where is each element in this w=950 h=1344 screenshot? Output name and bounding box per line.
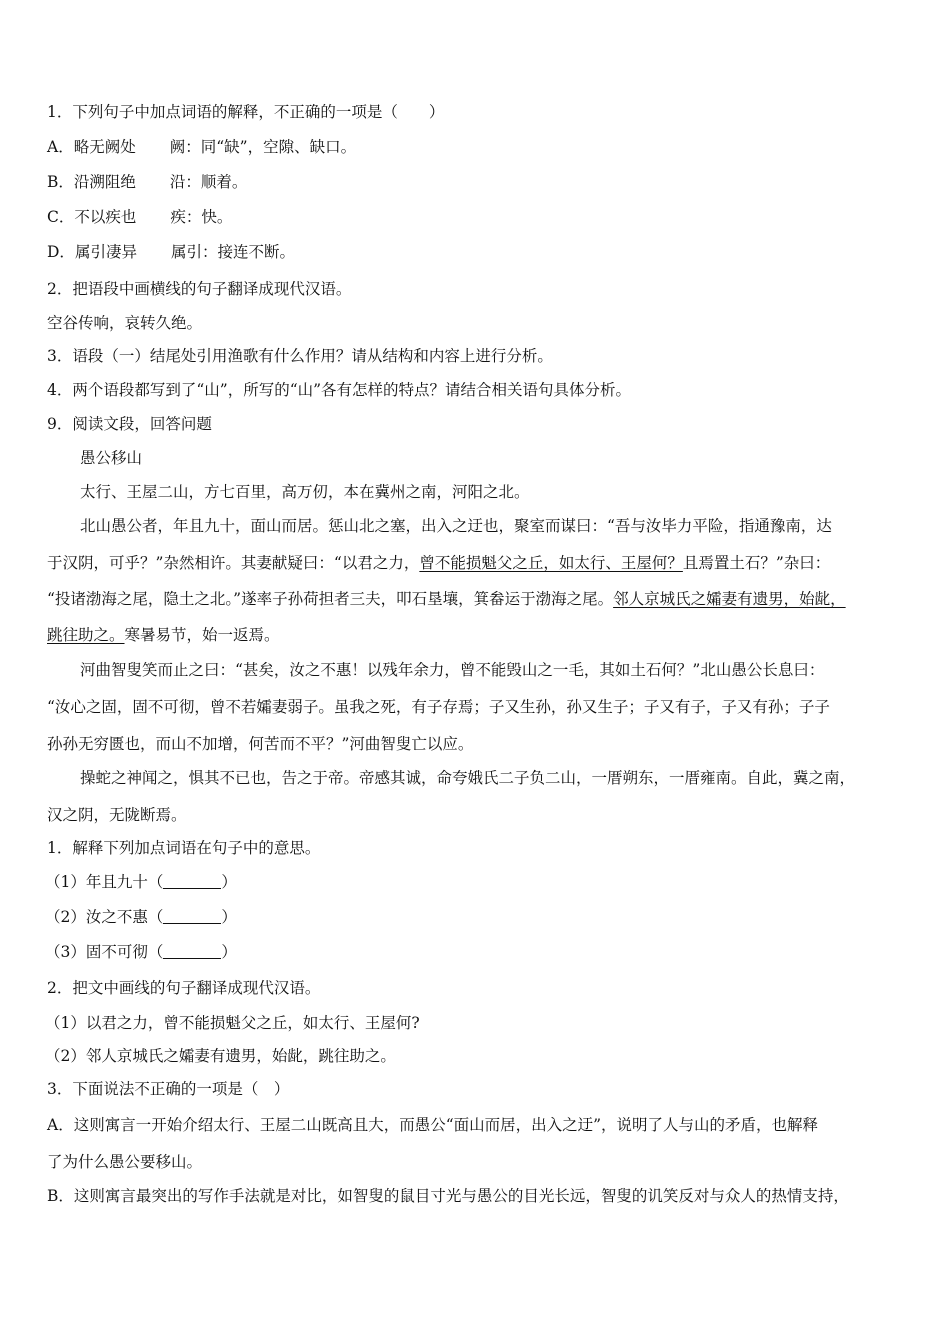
passage-paragraph-1: 太行、王屋二山，方七百里，高万仞，本在冀州之南，河阳之北。 xyxy=(80,483,530,501)
underlined-sentence-1: 曾不能损魁父之丘，如太行、王屋何？ xyxy=(419,554,683,572)
plain-text: 寒暑易节，始一返焉。 xyxy=(124,626,280,644)
passage-paragraph-2-line-2 xyxy=(47,553,830,573)
sub1-stem: 1．解释下列加点词语在句子中的意思。 xyxy=(47,839,321,857)
option-gloss: 疾：快。 xyxy=(170,208,233,226)
option-gloss: 属引：接连不断。 xyxy=(170,243,295,261)
sub3-option-a-line-1[interactable]: A．这则寓言一开始介绍太行、王屋二山既高且大，而愚公“面山而居，出入之迂”，说明了人与山的矛盾，也解释 xyxy=(47,1116,819,1134)
item-number: （1） xyxy=(45,873,86,891)
sub1-item-2 xyxy=(45,907,237,927)
sub3-option-b-line-1[interactable]: B．这则寓言最突出的写作手法就是对比，如智叟的鼠目寸光与愚公的目光长远，智叟的讥笑反对与众人的热情支持， xyxy=(47,1187,849,1205)
option-phrase: 不以疾也 xyxy=(74,208,137,226)
plain-text: 于汉阴，可乎？”杂然相许。其妻献疑曰：“以君之力， xyxy=(47,554,420,572)
sub3-option-a-line-2: 了为什么愚公要移山。 xyxy=(47,1153,203,1171)
underlined-sentence-2-end: 跳往助之。 xyxy=(47,626,125,644)
sub2-item-2: （2）邻人京城氏之孀妻有遗男，始龀，跳往助之。 xyxy=(45,1047,396,1065)
q2-stem: 2．把语段中画横线的句子翻译成现代汉语。 xyxy=(47,280,352,298)
close-paren: ） xyxy=(221,873,237,891)
option-gloss: 阙：同“缺”，空隙、缺口。 xyxy=(169,138,357,156)
option-label: A． xyxy=(47,138,74,156)
plain-text: “投诸渤海之尾，隐土之北。”遂率子孙荷担者三夫，叩石垦壤，箕畚运于渤海之尾。 xyxy=(47,590,614,608)
option-label: B． xyxy=(47,173,74,191)
option-label: D． xyxy=(47,243,75,261)
q1-option-a[interactable] xyxy=(47,137,356,157)
passage-paragraph-4-line-1: 操蛇之神闻之，惧其不已也，告之于帝。帝感其诚，命夸娥氏二子负二山，一厝朔东，一厝雍南。自此，冀之南， xyxy=(80,769,856,787)
passage-paragraph-3-line-2: “汝心之固，固不可彻，曾不若孀妻弱子。虽我之死，有子存焉；子又生孙，孙又生子；子又有子，子又有孙；子子 xyxy=(47,698,830,716)
q3-stem: 3．语段（一）结尾处引用渔歌有什么作用？请从结构和内容上进行分析。 xyxy=(47,347,553,365)
option-phrase: 沿溯阻绝 xyxy=(73,173,136,191)
passage-title: 愚公移山 xyxy=(80,449,143,467)
item-number: （2） xyxy=(45,908,86,926)
item-text: 固不可彻（ xyxy=(85,943,164,961)
passage-paragraph-2-line-4 xyxy=(47,625,280,645)
q1-stem: 1．下列句子中加点词语的解释，不正确的一项是（ ） xyxy=(47,103,445,121)
sub3-stem: 3．下面说法不正确的一项是（ ） xyxy=(47,1080,290,1098)
sub1-item-1 xyxy=(45,872,237,892)
option-label: C． xyxy=(47,208,75,226)
answer-blank[interactable] xyxy=(163,944,221,959)
passage-paragraph-4-line-2: 汉之阴，无陇断焉。 xyxy=(47,806,187,824)
close-paren: ） xyxy=(221,943,237,961)
plain-text: 且焉置土石？”杂曰： xyxy=(682,554,831,572)
option-phrase: 略无阙处 xyxy=(73,138,136,156)
item-number: （3） xyxy=(45,943,86,961)
sub2-item-1: （1）以君之力，曾不能损魁父之丘，如太行、王屋何? xyxy=(45,1014,420,1032)
answer-blank[interactable] xyxy=(163,874,221,889)
q9-stem: 9．阅读文段，回答问题 xyxy=(47,415,212,433)
sub1-item-3 xyxy=(45,942,237,962)
q1-option-d[interactable] xyxy=(47,242,295,262)
q1-option-b[interactable] xyxy=(47,172,247,192)
passage-paragraph-3-line-1: 河曲智叟笑而止之曰：“甚矣，汝之不惠！以残年余力，曾不能毁山之一毛，其如土石何？”北山愚公长息曰： xyxy=(80,661,825,679)
q2-sentence: 空谷传响，哀转久绝。 xyxy=(47,314,203,332)
sub2-stem: 2．把文中画线的句子翻译成现代汉语。 xyxy=(47,979,321,997)
close-paren: ） xyxy=(221,908,237,926)
answer-blank[interactable] xyxy=(163,909,221,924)
underlined-sentence-2: 邻人京城氏之孀妻有遗男，始龀， xyxy=(613,590,846,608)
q1-option-c[interactable] xyxy=(47,207,232,227)
passage-paragraph-2-line-3 xyxy=(47,589,846,609)
item-text: 年且九十（ xyxy=(85,873,164,891)
option-phrase: 属引凄异 xyxy=(74,243,137,261)
option-gloss: 沿：顺着。 xyxy=(169,173,248,191)
passage-paragraph-2-line-1: 北山愚公者，年且九十，面山而居。惩山北之塞，出入之迂也，聚室而谋曰：“吾与汝毕力平险，指通豫南，达 xyxy=(80,517,832,535)
passage-paragraph-3-line-3: 孙孙无穷匮也，而山不加增，何苦而不平？”河曲智叟亡以应。 xyxy=(47,735,474,753)
q4-stem: 4．两个语段都写到了“山”，所写的“山”各有怎样的特点？请结合相关语句具体分析。 xyxy=(47,381,632,399)
item-text: 汝之不惠（ xyxy=(85,908,164,926)
